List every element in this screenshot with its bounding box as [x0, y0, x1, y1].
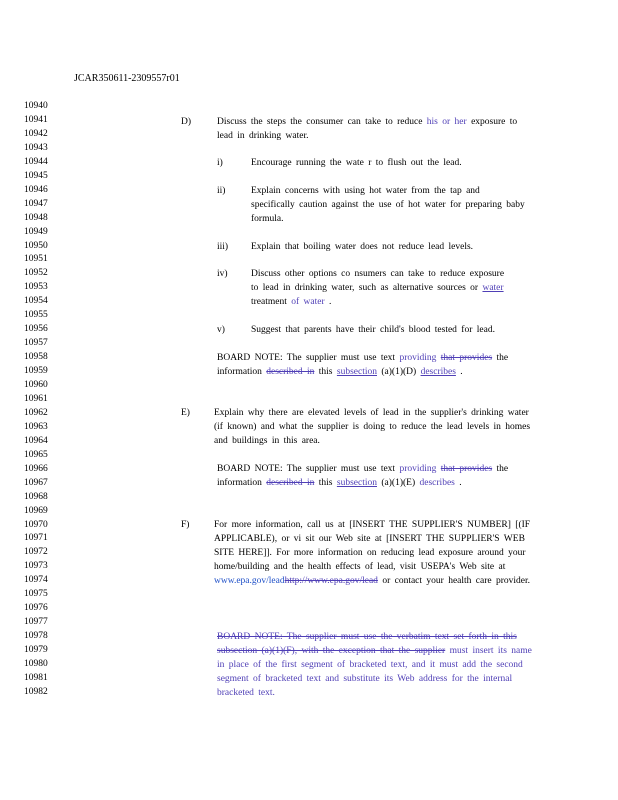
epa-lead-link[interactable]: www.epa.gov/lead — [214, 576, 285, 586]
line-number: 10957 — [24, 338, 48, 349]
note-text-part: (a)(1)(D) — [377, 367, 421, 377]
line-number: 10977 — [24, 617, 48, 628]
note-text-part: . — [455, 367, 463, 377]
item-iii-text: Explain that boiling water does not reduce lead levels. — [251, 242, 474, 252]
line-number: 10981 — [24, 672, 48, 683]
item-v-text: Suggest that parents have their child's blood tested for lead. — [251, 325, 495, 335]
line-number: 10944 — [24, 156, 48, 167]
line-number: 10943 — [24, 142, 48, 153]
note-text-part: the information — [217, 353, 509, 377]
line-number: 10962 — [24, 407, 48, 418]
document-id-header: JCAR350611-2309557r01 — [74, 73, 180, 84]
inserted-text: providing — [399, 353, 437, 363]
line-number: 10982 — [24, 686, 48, 697]
section-e-label: E) — [181, 408, 190, 418]
section-f-text — [214, 518, 536, 588]
item-ii-label: ii) — [217, 186, 226, 196]
line-number: 10972 — [24, 547, 48, 558]
item-iv-text — [251, 267, 513, 309]
inserted-text: describes — [420, 367, 456, 377]
note-text-part: BOARD NOTE: The supplier must use text — [217, 353, 400, 363]
deleted-text: that provides — [440, 353, 493, 363]
line-number: 10961 — [24, 393, 48, 404]
item-iv-text-part: treatment — [251, 297, 292, 307]
line-number: 10955 — [24, 310, 48, 321]
deleted-text: BOARD NOTE: The supplier must use the verbatim text set forth in this subsection (a)(1)(F), with the exception that the supplier — [217, 632, 517, 656]
line-number: 10974 — [24, 575, 48, 586]
item-ii-text — [251, 184, 525, 226]
line-number: 10951 — [24, 254, 48, 265]
line-number: 10969 — [24, 505, 48, 516]
line-number: 10941 — [24, 114, 48, 125]
item-ii-text-content: Explain concerns with using hot water from the tap and specifically caution against the use of hot water for preparing baby formula. — [251, 186, 525, 224]
line-number: 10948 — [24, 212, 48, 223]
line-number: 10946 — [24, 184, 48, 195]
line-number: 10949 — [24, 226, 48, 237]
item-iv-text-part: . — [324, 297, 332, 307]
item-i-label: i) — [217, 158, 223, 168]
inserted-text: subsection — [336, 478, 377, 488]
inserted-text: of water — [291, 297, 325, 307]
line-number: 10968 — [24, 491, 48, 502]
line-number: 10945 — [24, 170, 48, 181]
line-number: 10973 — [24, 561, 48, 572]
section-f-text-part: For more information, call us at [INSERT THE SUPPLIER'S NUMBER] [(IF APPLICABLE), or vi sit our Web site at [INSERT THE SUPPLIER'S WEB SITE HERE]]. For more information on reducing lead exposure around your home/building and the health effects of lead, visit USEPA's Web site at — [214, 520, 531, 572]
inserted-text: providing — [399, 464, 437, 474]
line-number: 10942 — [24, 128, 48, 139]
line-number: 10950 — [24, 240, 48, 251]
line-number: 10965 — [24, 449, 48, 460]
line-number: 10953 — [24, 282, 48, 293]
line-number: 10980 — [24, 659, 48, 669]
item-iv-label: iv) — [217, 269, 228, 279]
deleted-text: that provides — [440, 464, 493, 474]
line-number: 10940 — [24, 101, 48, 111]
section-d-board-note — [217, 351, 517, 379]
line-number: 10976 — [24, 603, 48, 614]
section-f-board-note — [217, 630, 535, 700]
inserted-text: describes — [419, 478, 455, 488]
line-number: 10967 — [24, 477, 48, 488]
inserted-text: water — [482, 283, 504, 293]
note-text-part: BOARD NOTE: The supplier must use text — [217, 464, 400, 474]
item-i-text: Encourage running the wate r to flush out the lead. — [251, 158, 462, 168]
section-d-label: D) — [181, 117, 192, 127]
line-number: 10971 — [24, 533, 48, 544]
item-v-label: v) — [217, 325, 225, 335]
line-number: 10956 — [24, 324, 48, 335]
item-iv-text-part: Discuss other options co nsumers can take to reduce exposure to lead in drinking water, such as alternative sources or — [251, 269, 505, 293]
line-number: 10979 — [24, 645, 48, 656]
section-f-text-part: or contact your health care provider. — [377, 576, 531, 586]
deleted-text: described in — [266, 367, 315, 377]
line-number: 10954 — [24, 296, 48, 307]
line-number: 10959 — [24, 366, 48, 377]
line-number: 10952 — [24, 268, 48, 279]
note-text-part: the information — [217, 464, 509, 488]
section-d-text-part: Discuss the steps the consumer can take to reduce — [217, 117, 427, 127]
deleted-text: described in — [266, 478, 315, 488]
line-number: 10963 — [24, 421, 48, 432]
section-e-text: Explain why there are elevated levels of lead in the supplier's drinking water (if known) and what the supplier is doing to reduce the lead levels in homes and buildings in this area. — [214, 408, 531, 446]
line-number: 10947 — [24, 198, 48, 209]
line-number: 10964 — [24, 435, 48, 446]
deleted-text: http://www.epa.gov/lead — [284, 576, 378, 586]
line-number: 10978 — [24, 631, 48, 642]
section-d-text-part: exposure to lead in drinking water. — [217, 117, 518, 141]
note-text-part: this — [314, 367, 337, 377]
note-text-part: this — [314, 478, 337, 488]
line-number: 10966 — [24, 463, 48, 474]
note-text-part: (a)(1)(E) — [377, 478, 420, 488]
section-f-label: F) — [181, 520, 190, 530]
line-number: 10975 — [24, 589, 48, 600]
section-e-board-note — [217, 462, 517, 490]
inserted-text: must insert its name in place of the first segment of bracketed text, and it must add the second segment of bracketed text and substitute its Web address for the internal bracketed text. — [217, 646, 532, 698]
line-number: 10958 — [24, 352, 48, 363]
note-text-part: . — [454, 478, 462, 488]
line-number: 10960 — [24, 380, 48, 390]
inserted-text: subsection — [336, 367, 377, 377]
item-iii-label: iii) — [217, 242, 229, 252]
section-d-text — [217, 115, 529, 143]
line-number: 10970 — [24, 519, 48, 530]
inserted-text: his or her — [426, 117, 467, 127]
